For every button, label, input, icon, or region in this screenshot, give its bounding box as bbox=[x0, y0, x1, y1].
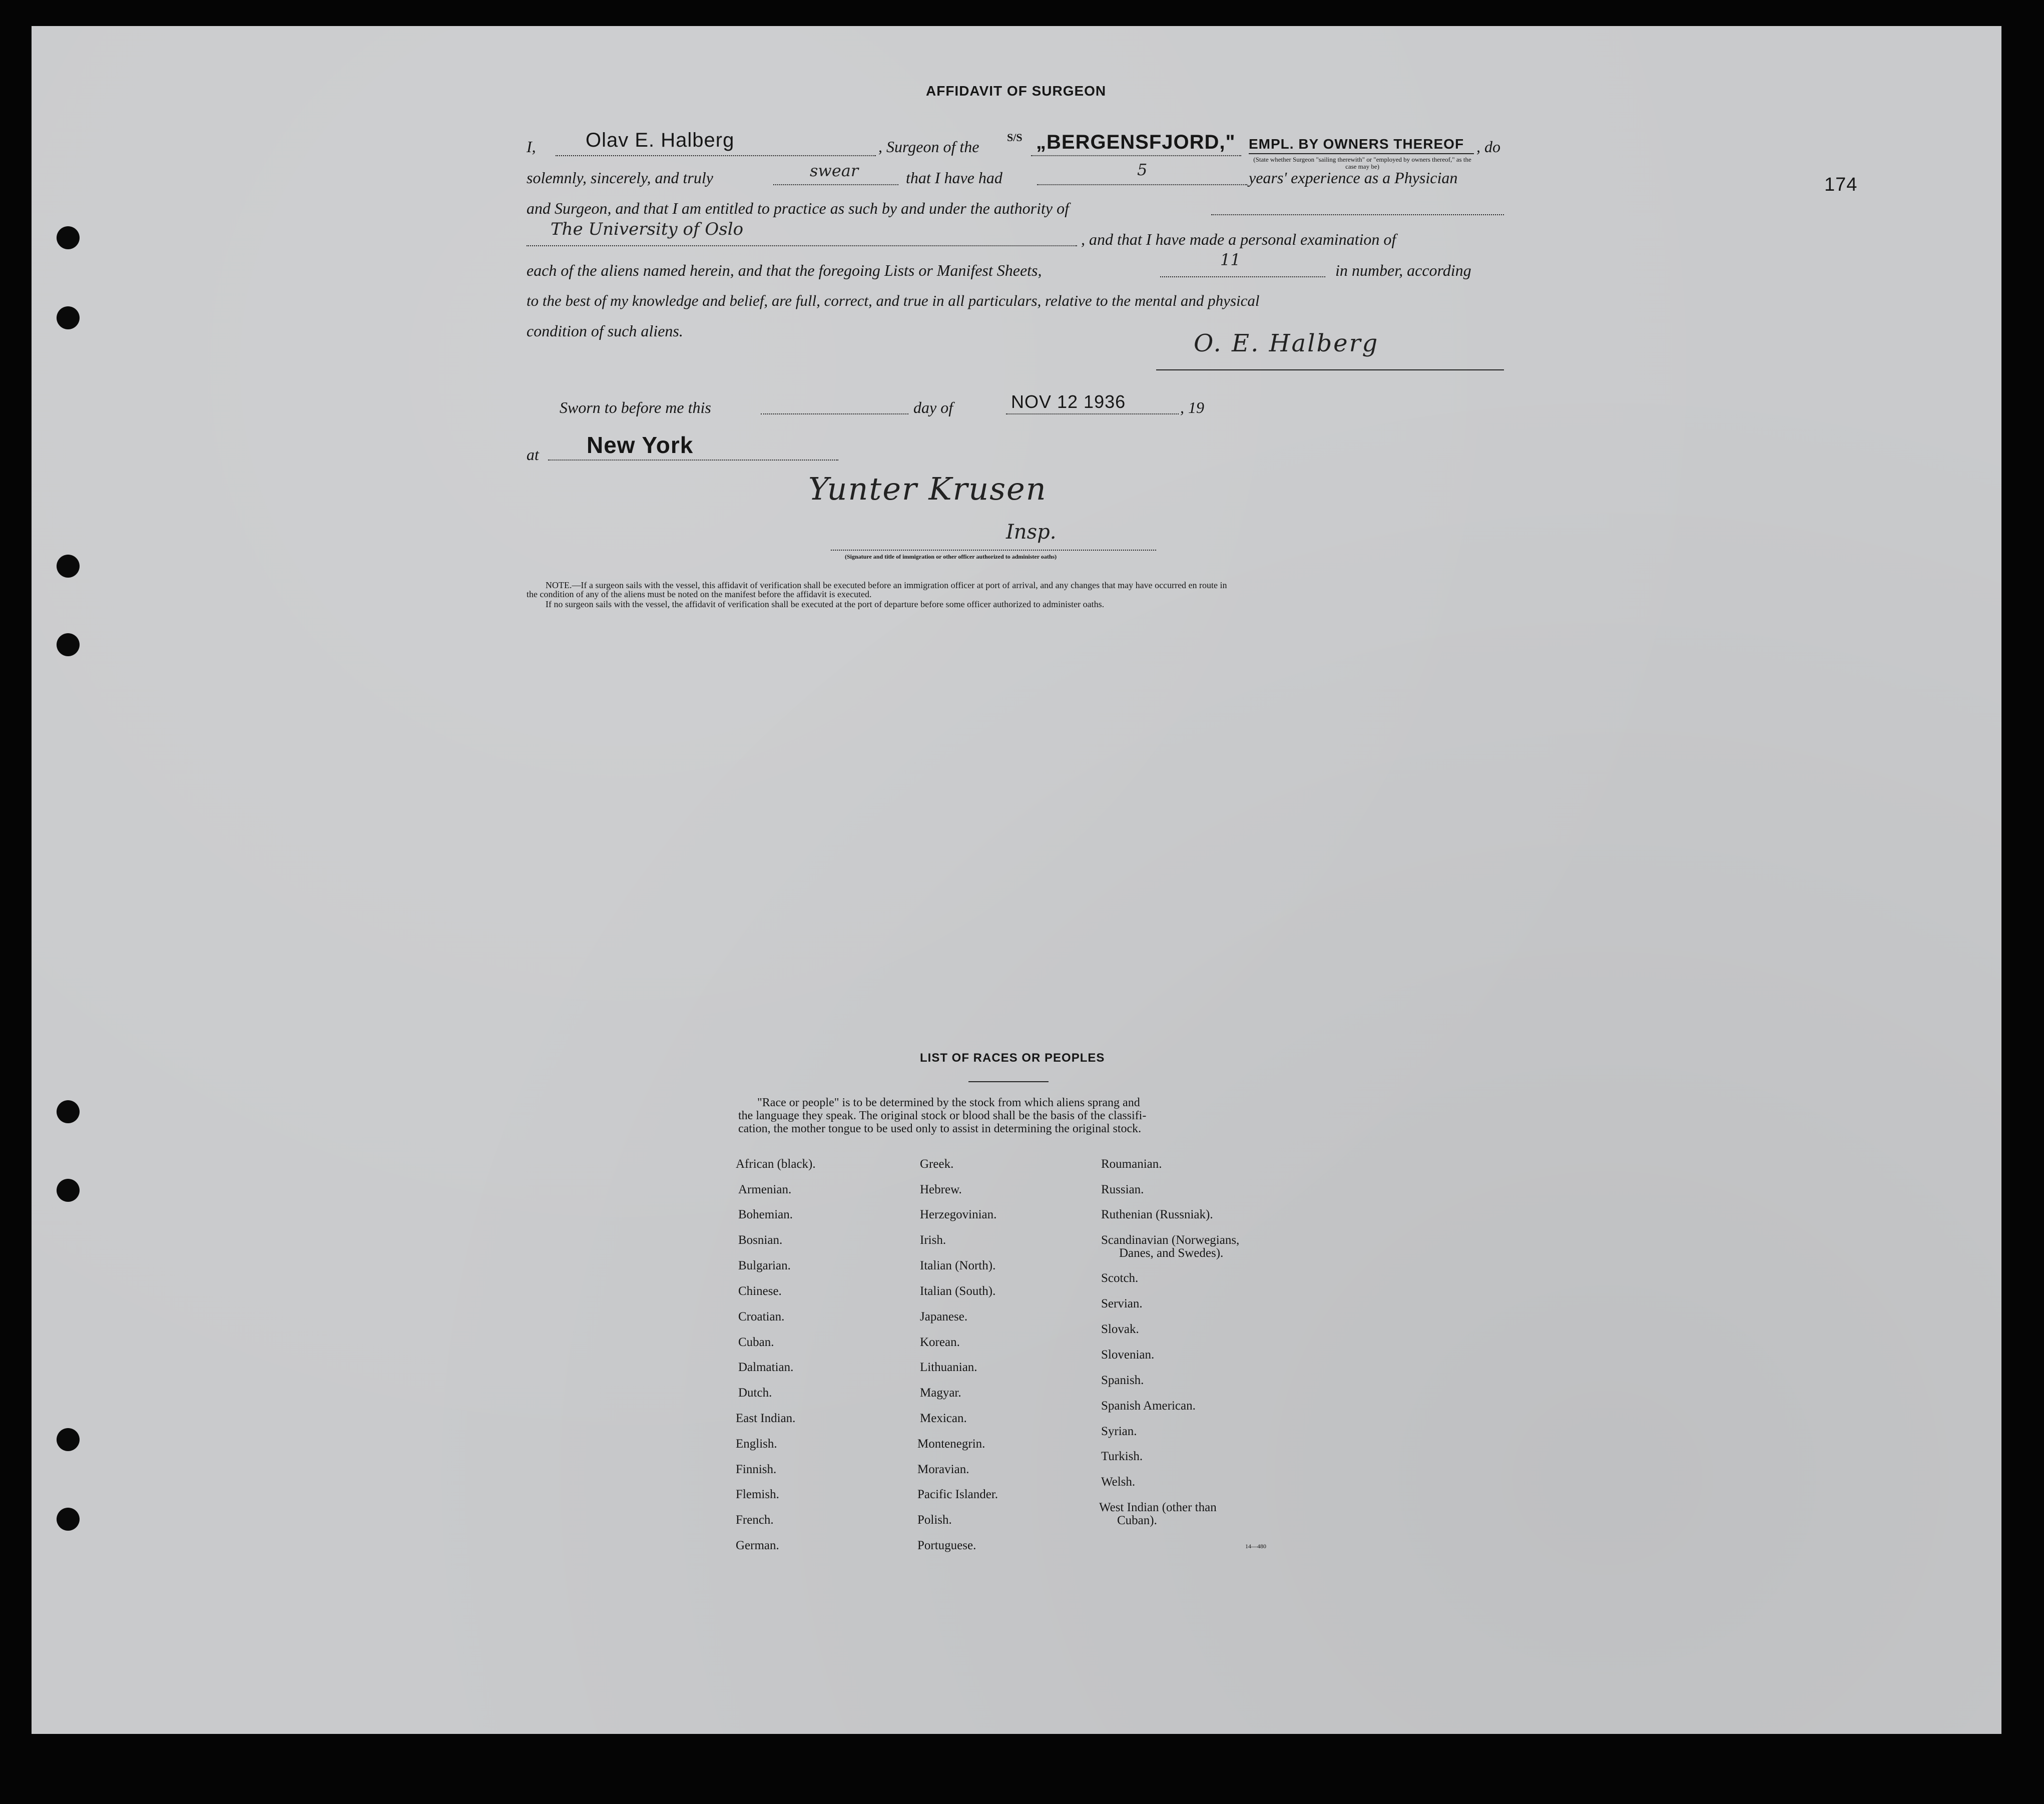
name-field-line bbox=[556, 155, 876, 156]
race-item: Bohemian. bbox=[738, 1208, 793, 1221]
day-of-label: day of bbox=[913, 398, 953, 416]
year-suffix: , 19 bbox=[1180, 398, 1204, 416]
race-item: Mexican. bbox=[920, 1412, 967, 1425]
day-field-line bbox=[761, 413, 908, 414]
line5-prefix: each of the aliens named herein, and that the foregoing Lists or Manifest Sheets, bbox=[527, 261, 1042, 279]
line2-prefix: solemnly, sincerely, and truly bbox=[527, 169, 713, 187]
place-value: New York bbox=[587, 432, 694, 458]
race-item: Dutch. bbox=[738, 1386, 772, 1400]
date-stamp: NOV 12 1936 bbox=[1011, 391, 1126, 412]
employment-status: EMPL. BY OWNERS THEREOF bbox=[1249, 136, 1464, 152]
race-item: Italian (South). bbox=[920, 1284, 996, 1298]
surgeon-signature-line bbox=[1156, 369, 1504, 370]
race-item: Cuban). bbox=[1117, 1514, 1157, 1527]
race-item: Chinese. bbox=[738, 1284, 782, 1298]
race-item: African (black). bbox=[736, 1157, 816, 1171]
surgeon-of-label: , Surgeon of the bbox=[878, 138, 979, 156]
race-item: Danes, and Swedes). bbox=[1119, 1246, 1224, 1260]
ship-prefix: S/S bbox=[1007, 131, 1023, 144]
line3-text: and Surgeon, and that I am entitled to practice as such by and under the authority of bbox=[527, 199, 1069, 217]
race-item: East Indian. bbox=[736, 1412, 796, 1425]
surgeon-signature: O. E. Halberg bbox=[1194, 329, 1379, 357]
race-item: Lithuanian. bbox=[920, 1361, 977, 1374]
officer-signature-line bbox=[831, 550, 1156, 551]
form-code: 14—480 bbox=[1245, 1543, 1266, 1550]
line7-text: condition of such aliens. bbox=[527, 322, 683, 340]
race-item: Croatian. bbox=[738, 1310, 785, 1323]
races-title: LIST OF RACES OR PEOPLES bbox=[920, 1051, 1105, 1065]
authority-value: The University of Oslo bbox=[551, 219, 744, 239]
surgeon-name: Olav E. Halberg bbox=[586, 129, 735, 151]
race-item: Japanese. bbox=[920, 1310, 968, 1323]
race-item: Montenegrin. bbox=[917, 1437, 985, 1451]
race-item: Irish. bbox=[920, 1233, 946, 1247]
at-label: at bbox=[527, 445, 539, 464]
race-item: Ruthenian (Russniak). bbox=[1101, 1208, 1213, 1221]
race-item: French. bbox=[736, 1513, 774, 1527]
punch-hole bbox=[57, 555, 80, 578]
ship-name: „BERGENSFJORD," bbox=[1036, 131, 1236, 153]
oath-word: swear bbox=[810, 161, 859, 180]
punch-hole bbox=[57, 1179, 80, 1202]
punch-hole bbox=[57, 226, 80, 249]
race-item: Russian. bbox=[1101, 1183, 1144, 1196]
race-item: Magyar. bbox=[920, 1386, 961, 1400]
race-item: Turkish. bbox=[1101, 1450, 1143, 1463]
races-intro-3: cation, the mother tongue to be used only to assist in determining the original stock. bbox=[738, 1122, 1142, 1135]
race-item: Greek. bbox=[920, 1157, 954, 1171]
punch-hole bbox=[57, 1428, 80, 1451]
line4-suffix: , and that I have made a personal examination of bbox=[1081, 230, 1396, 248]
place-field-line bbox=[548, 460, 838, 461]
race-item: Flemish. bbox=[736, 1488, 779, 1501]
race-item: Dalmatian. bbox=[738, 1361, 794, 1374]
sheets-value: 11 bbox=[1220, 250, 1241, 269]
line6-text: to the best of my knowledge and belief, are full, correct, and true in all particulars, relative to the mental and physical bbox=[527, 292, 1260, 309]
race-item: Cuban. bbox=[738, 1335, 774, 1349]
affidavit-title: AFFIDAVIT OF SURGEON bbox=[926, 83, 1107, 99]
note-line-3: If no surgeon sails with the vessel, the affidavit of verification shall be executed at the port of departure before some officer authorized to administer oaths. bbox=[546, 599, 1105, 609]
officer-title: Insp. bbox=[1006, 521, 1057, 544]
punch-hole bbox=[57, 1100, 80, 1123]
month-field-line bbox=[1006, 413, 1179, 414]
note-line-2: the condition of any of the aliens must be noted on the manifest before the affidavit is executed. bbox=[527, 589, 872, 599]
race-item: English. bbox=[736, 1437, 777, 1451]
officer-caption: (Signature and title of immigration or other officer authorized to administer oaths) bbox=[845, 553, 1057, 560]
years-field-line bbox=[1037, 184, 1247, 185]
line5-suffix: in number, according bbox=[1335, 261, 1471, 279]
employment-field-line bbox=[1249, 153, 1474, 154]
punch-hole bbox=[57, 306, 80, 329]
race-item: Herzegovinian. bbox=[920, 1208, 997, 1221]
race-item: Slovak. bbox=[1101, 1322, 1139, 1336]
race-item: Servian. bbox=[1101, 1297, 1143, 1310]
races-intro-2: the language they speak. The original stock or blood shall be the basis of the classifi- bbox=[738, 1109, 1147, 1122]
race-item: Spanish American. bbox=[1101, 1399, 1196, 1413]
page-number: 174 bbox=[1824, 174, 1858, 195]
ship-field-line bbox=[1031, 155, 1241, 156]
race-item: Syrian. bbox=[1101, 1425, 1137, 1438]
race-item: Polish. bbox=[917, 1513, 952, 1527]
line2-suffix: years' experience as a Physician bbox=[1249, 169, 1458, 187]
line1-prefix: I, bbox=[527, 138, 536, 156]
race-item: Slovenian. bbox=[1101, 1348, 1155, 1362]
race-item: Italian (North). bbox=[920, 1259, 996, 1272]
officer-signature: Yunter Krusen bbox=[808, 471, 1047, 507]
race-item: Pacific Islander. bbox=[917, 1488, 998, 1501]
do-label: , do bbox=[1476, 138, 1500, 156]
employment-hint: (State whether Surgeon "sailing therewith" or "employed by owners thereof," as the case may be) bbox=[1253, 156, 1471, 170]
authority-field-line-2 bbox=[527, 245, 1077, 246]
oath-field-line bbox=[773, 184, 898, 185]
races-intro-1: "Race or people" is to be determined by the stock from which aliens sprang and bbox=[757, 1096, 1140, 1109]
punch-hole bbox=[57, 1508, 80, 1531]
document-sheet bbox=[32, 26, 2001, 1734]
punch-hole bbox=[57, 633, 80, 656]
race-item: Spanish. bbox=[1101, 1374, 1144, 1387]
race-item: Portuguese. bbox=[917, 1539, 976, 1552]
authority-field-line-1 bbox=[1211, 214, 1504, 215]
race-item: Moravian. bbox=[917, 1463, 969, 1476]
line2-mid: that I have had bbox=[906, 169, 1002, 187]
race-item: Korean. bbox=[920, 1335, 960, 1349]
race-item: Finnish. bbox=[736, 1463, 777, 1476]
race-item: Hebrew. bbox=[920, 1183, 962, 1196]
race-item: Scandinavian (Norwegians, bbox=[1101, 1233, 1240, 1247]
race-item: Bosnian. bbox=[738, 1233, 783, 1247]
race-item: German. bbox=[736, 1539, 779, 1552]
sheets-field-line bbox=[1160, 276, 1325, 277]
note-line-1: NOTE.—If a surgeon sails with the vessel, this affidavit of verification shall be executed before an immigration officer at port of arrival, and any changes that may have occurred en route in bbox=[546, 580, 1227, 590]
years-value: 5 bbox=[1137, 160, 1148, 179]
race-item: Scotch. bbox=[1101, 1271, 1139, 1285]
race-item: Armenian. bbox=[738, 1183, 792, 1196]
sworn-label: Sworn to before me this bbox=[560, 398, 711, 416]
race-item: Welsh. bbox=[1101, 1475, 1136, 1489]
race-item: Roumanian. bbox=[1101, 1157, 1162, 1171]
races-title-rule bbox=[968, 1081, 1049, 1082]
race-item: Bulgarian. bbox=[738, 1259, 791, 1272]
race-item: West Indian (other than bbox=[1099, 1501, 1217, 1514]
